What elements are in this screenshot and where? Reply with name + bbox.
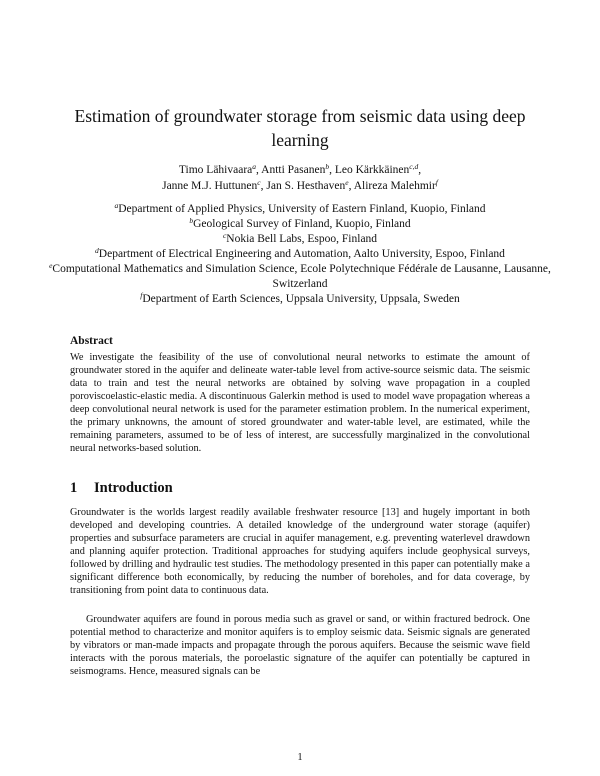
affiliation-list xyxy=(40,202,560,307)
affiliation-text: Nokia Bell Labs, Espoo, Finland xyxy=(226,233,378,245)
author: Leo Kärkkäinen xyxy=(334,164,410,176)
affiliation-text: Geological Survey of Finland, Kuopio, Finland xyxy=(193,218,411,230)
affiliation-text: Department of Applied Physics, University of Eastern Finland, Kuopio, Finland xyxy=(118,203,486,215)
affiliation xyxy=(40,217,560,232)
author-line-1 xyxy=(40,162,560,178)
affiliation-text: Computational Mathematics and Simulation Science, Ecole Polytechnique Fédérale de Lausanne, Lausanne, Switzerland xyxy=(52,263,551,290)
body-paragraph: Groundwater is the worlds largest readily available freshwater resource [13] and hugely important in both developed and developing countries. A detailed knowledge of the underground water storage (aquifer) properties and subsurface parameters are crucial in aquifer management, e.g. preventing waterlevel drawdown and planning aquifer protection. Traditional approaches for studying aquifers include geophysical surveys, followed by drilling and hydraulic test studies. The methodology presented in this paper can potentially make a significant difference both economically, by reducing the number of boreholes, and for data coverage, by transitioning from point data to continuous data. xyxy=(70,507,530,597)
author-affil-mark: f xyxy=(435,178,438,187)
affiliation-mark: a xyxy=(114,201,119,210)
affiliation xyxy=(40,232,560,247)
author: Alireza Malehmir xyxy=(353,180,436,192)
paper-title: Estimation of groundwater storage from seismic data using deep learning xyxy=(74,106,526,150)
section-heading xyxy=(70,480,173,497)
affiliation xyxy=(40,292,560,307)
affiliation-mark: c xyxy=(222,231,227,240)
author-separator: , xyxy=(348,180,354,192)
abstract-heading: Abstract xyxy=(70,335,113,347)
author-line-2 xyxy=(40,178,560,194)
body-paragraph: Groundwater aquifers are found in porous media such as gravel or sand, or within fractured bedrock. One potential method to characterize and monitor aquifers is to employ seismic data. Seismic signals are generated by vibrators or man-made impacts and propagate through the porous aquifers. Because the seismic wave field interacts with the porous materials, the poroelastic signature of the aquifer can potentially be captured in seismograms. Hence, measured signals can be xyxy=(70,614,530,678)
affiliation xyxy=(40,202,560,217)
affiliation-text: Department of Electrical Engineering and Automation, Aalto University, Espoo, Finland xyxy=(98,248,505,260)
affiliation-mark: d xyxy=(95,246,99,255)
author-separator: , xyxy=(260,180,267,192)
author: Jan S. Hesthaven xyxy=(266,180,346,192)
author-affil-mark: b xyxy=(325,162,330,171)
author-affil-mark: c xyxy=(257,178,261,187)
section-title: Introduction xyxy=(94,480,173,496)
author: Antti Pasanen xyxy=(261,164,326,176)
abstract-text: We investigate the feasibility of the use of convolutional neural networks to estimate the amount of groundwater stored in the aquifer and delineate water-table level from active-source seismic data. The seismic data to train and test the neural networks are obtained by solving wave propagation in a coupled poroviscoelastic-elastic media. A discontinuous Galerkin method is used to model wave propagation whereas a deep convolutional neural network is used for the parameter estimation problem. In the numerical experiment, the primary unknowns, the amount of stored groundwater and water-table level, are estimated, while the remaining parameters, assumed to be of less of interest, are successfully marginalized in the convolutional neural networks-based solution. xyxy=(70,352,530,455)
author-separator: , xyxy=(418,164,422,176)
author-affil-mark: a xyxy=(252,162,257,171)
author-affil-mark: e xyxy=(345,178,349,187)
affiliation-mark: f xyxy=(140,291,143,300)
affiliation-mark: b xyxy=(189,216,194,225)
section-number: 1 xyxy=(70,480,78,496)
affiliation xyxy=(40,262,560,292)
affiliation xyxy=(40,247,560,262)
author: Timo Lähivaara xyxy=(178,164,253,176)
author-separator: , xyxy=(329,164,335,176)
author-list xyxy=(40,162,560,194)
page-number: 1 xyxy=(297,752,303,763)
affiliation-text: Department of Earth Sciences, Uppsala University, Uppsala, Sweden xyxy=(142,293,460,305)
author-separator: , xyxy=(256,164,262,176)
affiliation-mark: e xyxy=(49,261,53,270)
author: Janne M.J. Huttunen xyxy=(162,180,258,192)
author-affil-mark: c,d xyxy=(409,162,419,171)
